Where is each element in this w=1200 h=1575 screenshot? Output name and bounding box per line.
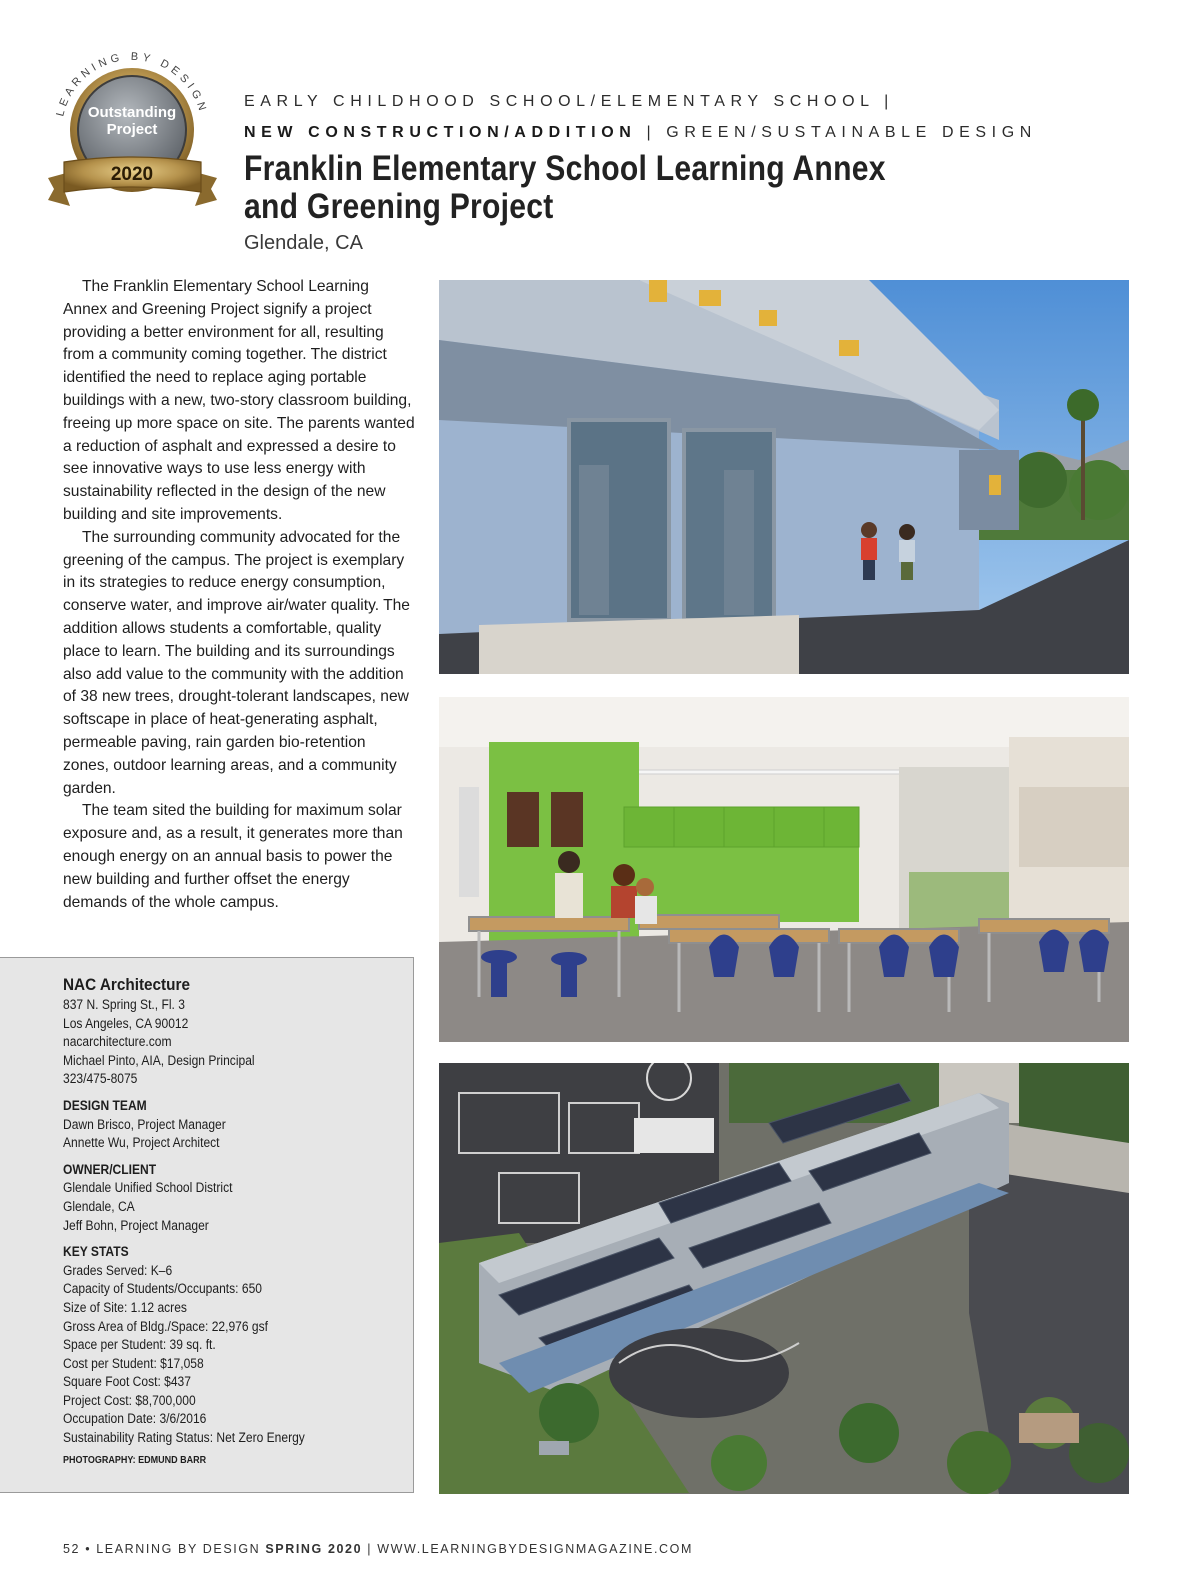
- stat-line: Gross Area of Bldg./Space: 22,976 gsf: [63, 1318, 269, 1334]
- firm-address-1: 837 N. Spring St., Fl. 3: [63, 997, 185, 1012]
- stat-line: Size of Site: 1.12 acres: [63, 1299, 187, 1315]
- owner-line: Glendale, CA: [63, 1198, 135, 1214]
- badge-line1: Outstanding: [87, 104, 177, 121]
- stat-line: Square Foot Cost: $437: [63, 1374, 191, 1390]
- info-content: [63, 974, 403, 1468]
- page-number: 52: [63, 1542, 81, 1556]
- award-badge: [40, 30, 225, 215]
- page-footer: [63, 1542, 693, 1556]
- category-new-construction: NEW CONSTRUCTION/ADDITION: [244, 124, 637, 141]
- stat-line: Space per Student: 39 sq. ft.: [63, 1337, 216, 1353]
- project-info-box: [0, 957, 414, 1493]
- stat-line: Grades Served: K–6: [63, 1262, 173, 1278]
- article-body: [63, 276, 415, 914]
- firm-address-2: Los Angeles, CA 90012: [63, 1015, 189, 1031]
- stat-line: Capacity of Students/Occupants: 650: [63, 1281, 262, 1297]
- owner-line: Jeff Bohn, Project Manager: [63, 1217, 209, 1233]
- badge-year: 2020: [110, 164, 154, 185]
- team-member: Dawn Brisco, Project Manager: [63, 1116, 226, 1132]
- team-member: Annette Wu, Project Architect: [63, 1135, 220, 1151]
- firm-contact: Michael Pinto, AIA, Design Principal: [63, 1052, 255, 1068]
- paragraph-3: The team sited the building for maximum solar exposure and, as a result, it generates more than enough energy on an annual basis to power the new building and further offset the energy demands of the whole campus.: [63, 802, 403, 911]
- paragraph-2: The surrounding community advocated for the greening of the campus. The project is exemplary in its strategies to reduce energy consumption, conserve water, and improve air/water quality. The addition allows students a comfortable, quality place to learn. The building and its surroundings also add value to the community with the addition of 38 new trees, drought-tolerant landscapes, new softscape in place of heat-generating asphalt, permeable paving, rain garden bio-retention zones, outdoor learning areas, and a community garden.: [63, 528, 410, 797]
- firm-name: NAC Architecture: [63, 975, 190, 994]
- owner-heading: OWNER/CLIENT: [63, 1161, 157, 1177]
- stat-line: Project Cost: $8,700,000: [63, 1392, 196, 1408]
- photo-exterior: [439, 280, 1129, 674]
- category-line-2: [244, 117, 1144, 148]
- design-team-heading: DESIGN TEAM: [63, 1097, 147, 1113]
- badge-arc-text: LEARNING BY DESIGN: [54, 50, 210, 118]
- firm-phone: 323/475-8075: [63, 1071, 138, 1087]
- issue-name: SPRING 2020: [265, 1542, 363, 1556]
- aerial-view-image: [439, 1063, 1129, 1494]
- stat-line: Sustainability Rating Status: Net Zero Energy: [63, 1430, 305, 1446]
- footer-bullet: •: [85, 1542, 92, 1556]
- project-title: Franklin Elementary School Learning Annex and Greening Project: [244, 149, 886, 226]
- award-seal-icon: [40, 30, 225, 215]
- magazine-url[interactable]: WWW.LEARNINGBYDESIGNMAGAZINE.COM: [377, 1542, 693, 1556]
- stat-line: Occupation Date: 3/6/2016: [63, 1411, 207, 1427]
- owner-line: Glendale Unified School District: [63, 1180, 233, 1196]
- category-separator: |: [646, 124, 657, 141]
- photo-aerial: [439, 1063, 1129, 1494]
- magazine-name: LEARNING BY DESIGN: [96, 1542, 261, 1556]
- photo-classroom: [439, 697, 1129, 1042]
- school-exterior-image: [439, 280, 1129, 674]
- firm-website: nacarchitecture.com: [63, 1034, 172, 1050]
- project-location: Glendale, CA: [244, 232, 363, 254]
- key-stats-heading: KEY STATS: [63, 1244, 129, 1260]
- stat-line: Cost per Student: $17,058: [63, 1355, 204, 1371]
- category-green: GREEN/SUSTAINABLE DESIGN: [666, 124, 1037, 141]
- category-tags: [244, 86, 1144, 148]
- footer-separator: |: [367, 1542, 373, 1556]
- category-line-1: EARLY CHILDHOOD SCHOOL/ELEMENTARY SCHOOL |: [244, 93, 894, 110]
- photo-credit: PHOTOGRAPHY: EDMUND BARR: [63, 1454, 207, 1466]
- badge-line2: Project: [106, 121, 158, 138]
- classroom-image: [439, 697, 1129, 1042]
- paragraph-1: The Franklin Elementary School Learning Annex and Greening Project signify a project providing a better environment for all, resulting from a community coming together. The district identified the need to replace aging portable buildings with a new, two-story classroom building, freeing up more space on site. The parents wanted a reduction of asphalt and expressed a desire to see innovative ways to use less energy with sustainability reflected in the design of the new building and site improvements.: [63, 278, 415, 523]
